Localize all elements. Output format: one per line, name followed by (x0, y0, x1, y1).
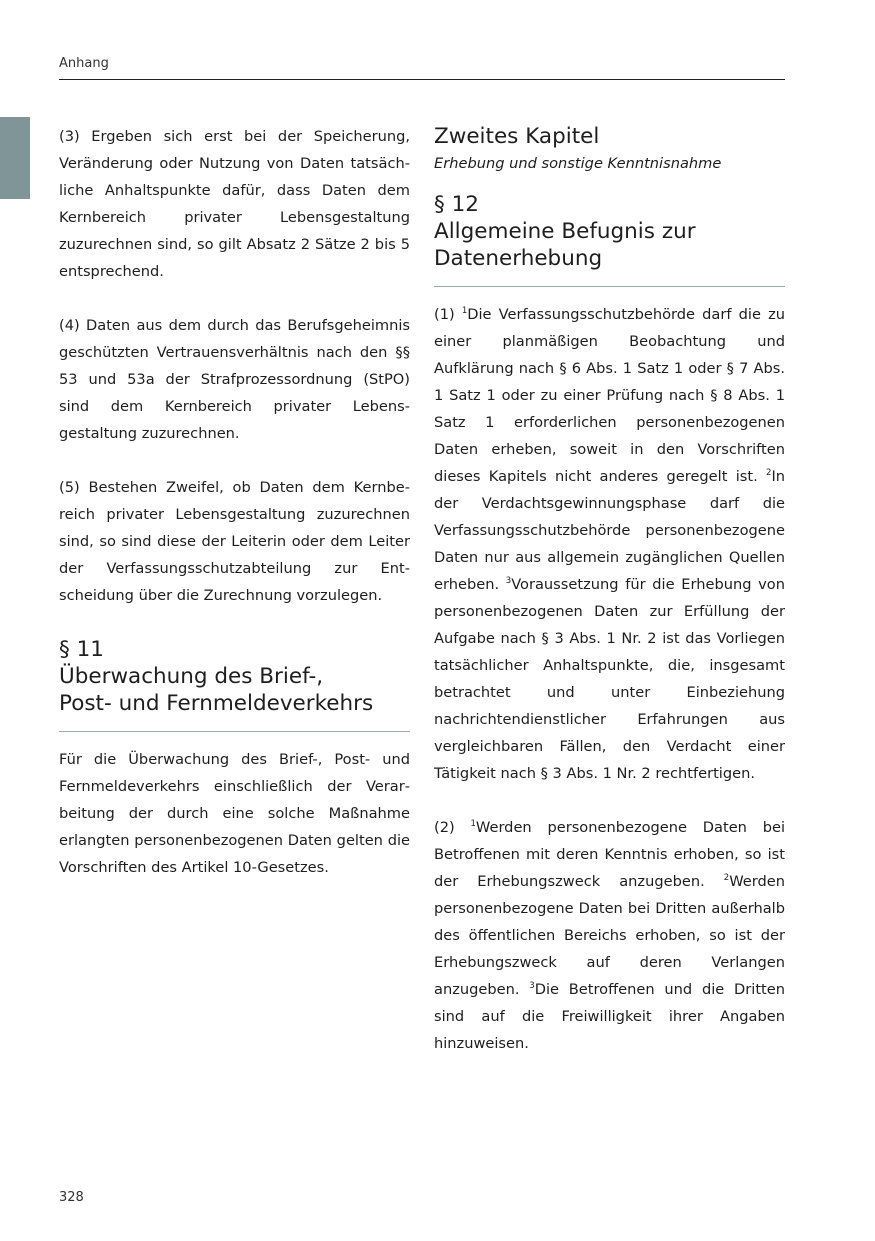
sentence-number: 3 (505, 576, 512, 586)
sentence-number: 3 (529, 981, 535, 991)
sentence-number: 1 (461, 306, 468, 316)
sentence-text: Die Betroffenen und die Dritten sind auf die Freiwilligkeit ihrer Angaben hinzuweisen. (434, 981, 785, 1052)
sentence-text: Werden personenbezogene Daten bei Dritten außerhalb des öffentlichen Bereichs erhoben, so ist der Erhebungszweck auf deren Verlangen anzugeben. (434, 873, 785, 998)
left-column (59, 123, 410, 881)
paragraph-2-prefix: (2) (434, 819, 471, 836)
section-12-rule (434, 286, 785, 287)
page-number: 328 (59, 1190, 84, 1205)
section-11-text: Für die Überwachung des Brief-, Post- und Fernmeldeverkehrs einschließlich der Verarbeitung der durch eine solche Maßnahme erlangten personenbezogenen Daten gelten die Vorschriften des Artikel 10-Gesetzes. (59, 751, 410, 876)
running-header: Anhang (59, 56, 109, 71)
section-12-paragraph-1 (434, 301, 785, 787)
chapter-subtitle: Erhebung und sonstige Kenntnisnahme (434, 155, 722, 172)
right-column (434, 123, 785, 1057)
header-rule (59, 79, 785, 80)
sentence-text: Voraussetzung für die Erhebung von personenbezogenen Daten zur Erfüllung der Aufgabe nach § 3 Abs. 1 Nr. 2 ist das Vorliegen tatsächlicher Anhaltspunkte, die, insgesamt betrachtet und unter Einbeziehung nachrichtendienstlicher Erfahrungen aus vergleichbaren Fällen, den Verdacht einer Tätigkeit nach § 3 Abs. 1 Nr. 2 rechtfertigen. (434, 576, 785, 782)
section-12-title-line1: Allgemeine Befugnis zur (434, 219, 696, 244)
section-thumb-tab (0, 117, 30, 199)
section-12-paragraph-2 (434, 814, 785, 1057)
section-11-title-line1: Überwachung des Brief-, (59, 664, 324, 689)
section-12-title-line2: Datenerhebung (434, 246, 603, 271)
sentence-text: Werden personenbezogene Daten bei Betroffenen mit deren Kenntnis erhoben, so ist der Erhebungszweck anzugeben. (434, 819, 786, 890)
section-11-number: § 11 (59, 637, 104, 662)
sentence-number: 2 (723, 873, 730, 883)
sentence-number: 1 (470, 819, 476, 829)
section-11-heading (59, 636, 410, 717)
sentence-text: Die Verfassungsschutzbehörde darf die zu einer planmäßigen Beobachtung und Aufklärung nach § 6 Abs. 1 Satz 1 oder § 7 Abs. 1 Satz 1 oder zu einer Prüfung nach § 8 Abs. 1 Satz 1 erforderlichen personenbezogenen Daten erheben, soweit in den Vorschriften dieses Kapitels nicht anderes geregelt ist. (434, 306, 785, 485)
sentence-text: In der Verdachtsgewinnungsphase darf die Verfassungsschutzbehörde personenbezogene Daten nur aus allgemein zugänglichen Quellen erheben. (434, 468, 785, 593)
paragraph-4: (4) Daten aus dem durch das Berufsgeheimnis geschützten Vertrauensverhältnis nach den §§ 53 und 53a der Strafprozessordnung (StPO) sind dem Kernbereich privater Lebensgestaltung zuzurechnen. (59, 317, 410, 442)
section-11-title-line2: Post- und Fernmeldeverkehrs (59, 691, 374, 716)
paragraph-1-prefix: (1) (434, 306, 462, 323)
paragraph-5: (5) Bestehen Zweifel, ob Daten dem Kernbereich privater Lebensgestaltung zuzurechnen sind, so sind diese der Leiterin oder dem Leiter der Verfassungsschutzabteilung zur Entscheidung über die Zurechnung vorzulegen. (59, 479, 410, 604)
sentence-number: 2 (766, 468, 772, 478)
section-12-number: § 12 (434, 192, 479, 217)
chapter-title: Zweites Kapitel (434, 124, 600, 149)
paragraph-3: (3) Ergeben sich erst bei der Speicherung, Veränderung oder Nutzung von Daten tatsächliche Anhaltspunkte dafür, dass Daten dem Kernbereich privater Lebensgestaltung zuzurechnen sind, so gilt Absatz 2 Sätze 2 bis 5 entsprechend. (59, 128, 410, 280)
section-11-rule (59, 731, 410, 732)
section-12-heading (434, 191, 785, 272)
